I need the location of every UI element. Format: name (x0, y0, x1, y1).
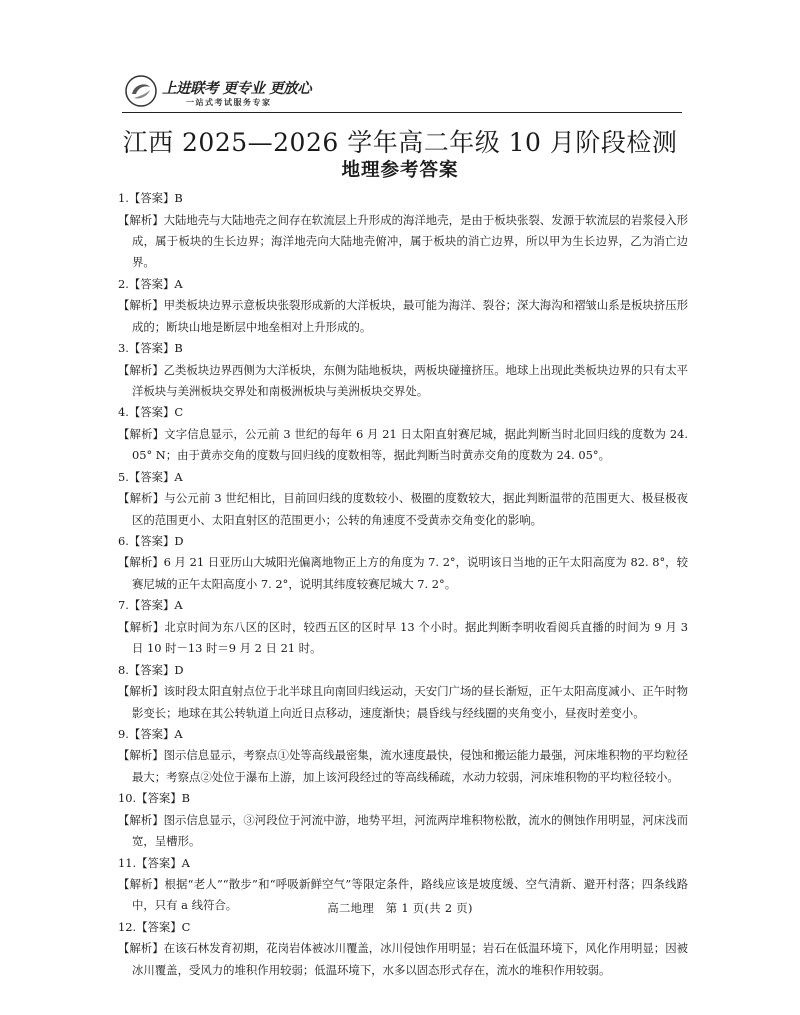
brand-logo-icon (124, 74, 158, 108)
answer-explanation: 【解析】在该石林发育初期，花岗岩体被冰川覆盖，冰川侵蚀作用明显；岩石在低温环境下，风化作用明显；因被冰川覆盖，受风力的堆积作用较弱；低温环境下，水多以固态形式存在，流水的堆积作用较弱。 (118, 941, 688, 977)
brand-slogan: 上进联考 更专业 更放心 (162, 81, 312, 97)
answer-key: 11.【答案】A (118, 855, 190, 870)
answer-explanation: 【解析】6 月 21 日亚历山大城阳光偏离地物正上方的角度为 7. 2°，说明该日当地的正午太阳高度为 82. 8°，较赛尼城的正午太阳高度小 7. 2°，说明其纬度较赛尼城大 7. 2°。 (118, 555, 688, 591)
answer-key: 6.【答案】D (118, 533, 184, 548)
answer-key: 8.【答案】D (118, 662, 184, 677)
header-divider (122, 112, 682, 113)
answer-explanation: 【解析】与公元前 3 世纪相比，目前回归线的度数较小、极圈的度数较大，据此判断温带的范围更大、极昼极夜区的范围更小、太阳直射区的范围更小；公转的角速度不受黄赤交角变化的影响。 (118, 491, 688, 527)
answer-item-7 (118, 595, 688, 659)
answer-key: 10.【答案】B (118, 791, 191, 806)
answer-key: 12.【答案】C (118, 919, 191, 934)
page-title: 江西 2025—2026 学年高二年级 10 月阶段检测 (122, 128, 678, 157)
answer-item-2 (118, 274, 688, 338)
answer-item-6 (118, 531, 688, 595)
answer-explanation: 【解析】图示信息显示，③河段位于河流中游，地势平坦，河流两岸堆积物松散，流水的侧蚀作用明显，河床浅而宽，呈槽形。 (118, 812, 688, 849)
answer-explanation: 【解析】该时段太阳直射点位于北半球且向南回归线运动，天安门广场的昼长渐短，正午太阳高度减小、正午时物影变长；地球在其公转轨道上向近日点移动，速度渐快；晨昏线与经线圈的夹角变小，昼夜时差变小。 (118, 684, 688, 720)
answer-explanation: 【解析】根据“老人”“散步”和“呼吸新鲜空气”等限定条件，路线应该是坡度缓、空气清新、避开村落；四条线路中，只有 a 线符合。 (118, 877, 688, 913)
answer-key: 4.【答案】C (118, 405, 184, 420)
answer-item-3 (118, 338, 688, 402)
answer-item-12 (118, 917, 688, 981)
header-logo (124, 74, 324, 110)
answer-explanation: 【解析】甲类板块边界示意板块张裂形成新的大洋板块，最可能为海洋、裂谷；深大海沟和褶皱山系是板块挤压形成的；断块山地是断层中地垒相对上升形成的。 (118, 298, 688, 334)
page-footer: 高二地理 第 1 页(共 2 页) (327, 901, 473, 915)
answer-item-5 (118, 467, 688, 531)
answer-explanation: 【解析】乙类板块边界西侧为大洋板块，东侧为陆地板块，两板块碰撞挤压。地球上出现此类板块边界的只有太平洋板块与美洲板块交界处和南极洲板块与美洲板块交界处。 (118, 362, 688, 398)
answer-key: 5.【答案】A (118, 469, 183, 484)
answer-key: 1.【答案】B (118, 191, 183, 205)
answer-item-4 (118, 402, 688, 466)
answer-key: 9.【答案】A (118, 726, 183, 741)
answer-key: 3.【答案】B (118, 341, 183, 356)
answer-item-1 (118, 188, 688, 274)
answer-explanation: 【解析】图示信息显示，考察点①处等高线最密集，流水速度最快，侵蚀和搬运能力最强，河床堆积物的平均粒径最大；考察点②处位于瀑布上游，加上该河段经过的等高线稀疏，水动力较弱，河床堆积物的平均粒径较小。 (118, 748, 688, 784)
answer-explanation: 【解析】文字信息显示，公元前 3 世纪的每年 6 月 21 日太阳直射赛尼城，据此判断当时北回归线的度数为 24. 05° N；由于黄赤交角的度数与回归线的度数相等，据此判断当时黄赤交角的度数为 24. 05°。 (118, 426, 688, 463)
answer-item-8 (118, 660, 688, 724)
answer-explanation: 【解析】北京时间为东八区的区时，较西五区的区时早 13 个小时。据此判断李明收看阅兵直播的时间为 9 月 3 日 10 时－13 时＝9 月 2 日 21 时。 (118, 619, 688, 656)
answer-list (118, 188, 688, 981)
answer-item-10 (118, 788, 688, 852)
brand-tagline: 一站式考试服务专家 (186, 98, 272, 107)
answer-item-9 (118, 724, 688, 788)
page-subtitle: 地理参考答案 (341, 160, 459, 181)
answer-key: 2.【答案】A (118, 276, 183, 291)
answer-explanation: 【解析】大陆地壳与大陆地壳之间存在软流层上升形成的海洋地壳，是由于板块张裂、发源于软流层的岩浆侵入形成，属于板块的生长边界；海洋地壳向大陆地壳俯冲，属于板块的消亡边界，所以甲为生长边界，乙为消亡边界。 (118, 212, 688, 270)
answer-key: 7.【答案】A (118, 598, 183, 613)
